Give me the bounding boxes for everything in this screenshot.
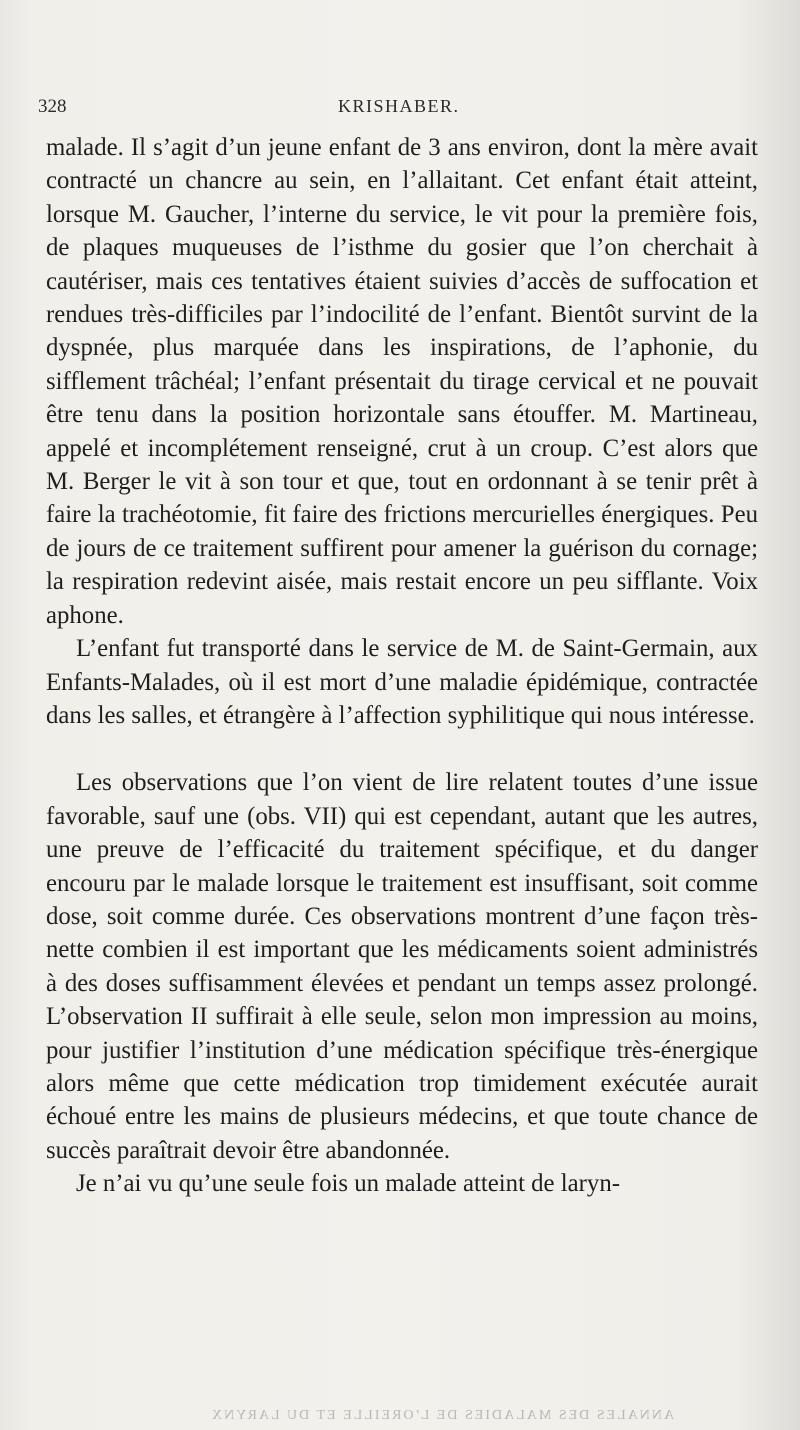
paragraph-transfer: L’enfant fut transporté dans le service de M. de Saint-Germain, aux Enfants-Malades, où il est mort d’une maladie épidémique, contractée dans les salles, et étrangère à l’affection syphilitique qui nous intéresse. [46, 635, 758, 729]
page-number: 328 [38, 96, 67, 117]
paragraph-continuation: malade. Il s’agit d’un jeune enfant de 3 ans environ, dont la mère avait contracté un chancre au sein, en l’allaitant. Cet enfant était atteint, lorsque M. Gaucher, l’interne du service, le vit pour la première fois, de plaques muqueuses de l’isthme du gosier que l’on cherchait à cautériser, mais ces tentatives étaient suivies d’accès de suffocation et rendues très-difficiles par l’indocilité de l’enfant. Bientôt survint de la dyspnée, plus marquée dans les inspirations, de l’aphonie, du sifflement trâchéal; l’enfant présentait du tirage cervical et ne pouvait être tenu dans la position horizontale sans étouffer. M. Martineau, appelé et incomplétement renseigné, crut à un croup. C’est alors que M. Berger le vit à son tour et que, tout en ordonnant à se tenir prêt à faire la trachéotomie, fit faire des frictions mercurielles énergiques. Peu de jours de ce traitement suffirent pour amener la guérison du cornage; la respiration redevint aisée, mais restait encore un peu sifflante. Voix aphone. [46, 134, 758, 629]
bleed-through-text: ANNALES DES MALADIES DE L’OREILLE ET DU LARYNX [210, 1408, 675, 1423]
paragraph-final: Je n’ai vu qu’une seule fois un malade atteint de laryn- [76, 1170, 620, 1198]
page-body [46, 131, 758, 1201]
running-head: KRISHABER. [338, 96, 460, 116]
section-gap [46, 732, 758, 766]
page-header [38, 90, 758, 120]
paragraph-observations: Les observations que l’on vient de lire relatent toutes d’une issue favorable, sauf une (obs. VII) qui est cependant, autant que les autres, une preuve de l’efficacité du traitement spécifique, et du danger encouru par le malade lorsque le traitement est insuffisant, soit comme dose, soit comme durée. Ces observations montrent d’une façon très-nette combien il est important que les médicaments soient administrés à des doses suffisamment élevées et pendant un temps assez prolongé. L’observation II suffirait à elle seule, selon mon impression au moins, pour justifier l’institution d’une médication spécifique très-énergique alors même que cette médication trop timidement exécutée aurait échoué entre les mains de plusieurs médecins, et que toute chance de succès paraîtrait devoir être abandonnée. [46, 769, 758, 1164]
